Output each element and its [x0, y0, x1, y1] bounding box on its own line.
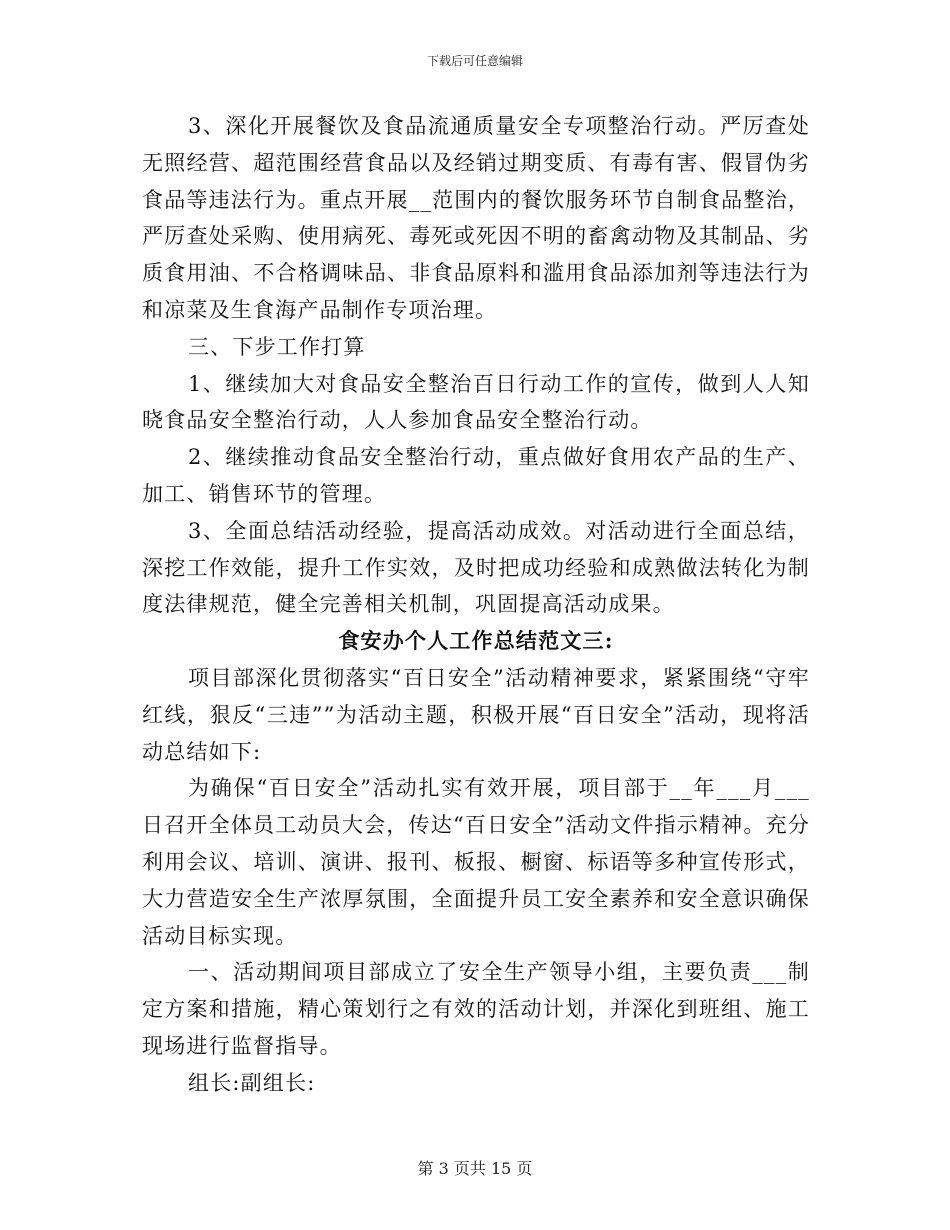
paragraph-item-3: 3、深化开展餐饮及食品流通质量安全专项整治行动。严厉查处无照经营、超范围经营食品以及经销过期变质、有毒有害、假冒伪劣食品等违法行为。重点开展__范围内的餐饮服务环节自制食品整治，严厉查处采购、使用病死、毒死或死因不明的畜禽动物及其制品、劣质食用油、不合格调味品、非食品原料和滥用食品添加剂等违法行为和凉菜及生食海产品制作专项治理。	[142, 114, 810, 322]
paragraph-next-step-3: 3、全面总结活动经验，提高活动成效。对活动进行全面总结，深挖工作效能，提升工作实效，及时把成功经验和成熟做法转化为制度法律规范，健全完善相关机制，巩固提高活动成果。	[142, 518, 810, 617]
paragraph-next-step-2: 2、继续推动食品安全整治行动，重点做好食用农产品的生产、加工、销售环节的管理。	[142, 445, 810, 506]
paragraph-group-leaders: 组长:副组长:	[188, 1070, 316, 1095]
paragraph-mobilization: 为确保“百日安全”活动扎实有效开展，项目部于__年___月___日召开全体员工动员大会，传达“百日安全”活动文件指示精神。充分利用会议、培训、演讲、报刊、板报、橱窗、标语等多种宣传形式，大力营造安全生产浓厚氛围，全面提升员工安全素养和安全意识确保活动目标实现。	[142, 776, 810, 948]
page-header: 下载后可任意编辑	[426, 54, 523, 68]
section-heading-next-steps: 三、下步工作打算	[188, 334, 366, 359]
section-title-sample-three: 食安办个人工作总结范文三:	[338, 628, 614, 654]
paragraph-leadership-group: 一、活动期间项目部成立了安全生产领导小组，主要负责___制定方案和措施，精心策划行之有效的活动计划，并深化到班组、施工现场进行监督指导。	[142, 960, 810, 1058]
document-body	[142, 108, 810, 1102]
paragraph-next-step-1: 1、继续加大对食品安全整治百日行动工作的宣传，做到人人知晓食品安全整治行动，人人参加食品安全整治行动。	[142, 371, 810, 433]
paragraph-intro: 项目部深化贯彻落实“百日安全”活动精神要求，紧紧围绕“守牢红线，狠反“三违””为活动主题，积极开展“百日安全”活动，现将活动总结如下:	[142, 665, 810, 764]
page-footer: 第 3 页共 15 页	[417, 1159, 533, 1178]
